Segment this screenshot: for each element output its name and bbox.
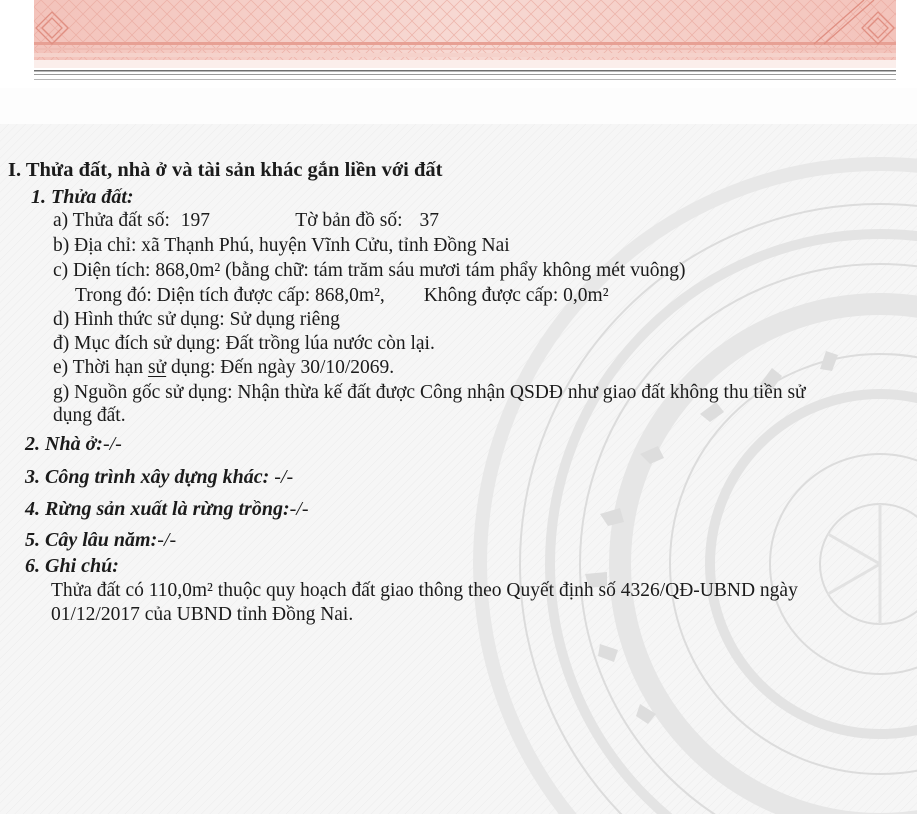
- address-row: b) Địa chỉ: xã Thạnh Phú, huyện Vĩnh Cửu, tỉnh Đồng Nai: [53, 235, 510, 256]
- page-gap: [0, 88, 917, 124]
- notes-line2: 01/12/2017 của UBND tỉnh Đồng Nai.: [51, 604, 354, 625]
- certificate-page: [0, 124, 917, 814]
- notes-heading: 6. Ghi chú:: [25, 555, 119, 577]
- forest-heading: 4. Rừng sản xuất là rừng trồng:: [25, 498, 290, 520]
- house-heading: 2. Nhà ở:: [25, 433, 103, 455]
- origin-row-line2: dụng đất.: [53, 405, 126, 426]
- perennial-value: -/-: [157, 529, 177, 551]
- border-pattern: [34, 0, 896, 88]
- usage-term-prefix: e) Thời hạn: [53, 357, 144, 378]
- map-sheet-value: 37: [419, 210, 439, 231]
- house-value: -/-: [102, 433, 122, 455]
- plot-number-row: [53, 210, 439, 232]
- area-not-granted: Không được cấp: 0,0m²: [423, 285, 609, 306]
- decorative-border-top: [34, 0, 896, 88]
- usage-term-row: [53, 357, 394, 379]
- map-sheet-label: Tờ bản đồ số:: [295, 210, 403, 231]
- origin-row-line1: g) Nguồn gốc sử dụng: Nhận thừa kế đất được Công nhận QSDĐ như giao đất không thu tiền sử: [53, 382, 806, 403]
- plot-number-label: a) Thửa đất số:: [53, 210, 170, 231]
- perennial-heading: 5. Cây lâu năm:: [25, 529, 158, 551]
- usage-purpose-row: đ) Mục đích sử dụng: Đất trồng lúa nước còn lại.: [53, 333, 435, 354]
- usage-term-suffix: dụng: Đến ngày 30/10/2069.: [171, 357, 395, 378]
- other-works-row: [25, 466, 293, 488]
- house-row: [25, 433, 122, 455]
- plot-number-value: 197: [180, 210, 211, 231]
- land-plot-heading: 1. Thửa đất:: [31, 186, 134, 208]
- usage-form-row: d) Hình thức sử dụng: Sử dụng riêng: [53, 309, 340, 330]
- other-works-value: -/-: [274, 466, 294, 488]
- perennial-row: [25, 529, 176, 551]
- section-title: I. Thửa đất, nhà ở và tài sản khác gắn liền với đất: [8, 159, 443, 181]
- other-works-heading: 3. Công trình xây dựng khác:: [25, 466, 270, 488]
- forest-row: [25, 498, 309, 520]
- area-breakdown-row: [75, 285, 609, 307]
- forest-value: -/-: [289, 498, 309, 520]
- area-granted: Trong đó: Diện tích được cấp: 868,0m²,: [75, 285, 385, 306]
- area-row: c) Diện tích: 868,0m² (bằng chữ: tám trăm sáu mươi tám phẩy không mét vuông): [53, 260, 686, 281]
- notes-line1: Thửa đất có 110,0m² thuộc quy hoạch đất giao thông theo Quyết định số 4326/QĐ-UBND ngày: [51, 580, 798, 601]
- usage-term-underlined: sử: [147, 357, 167, 378]
